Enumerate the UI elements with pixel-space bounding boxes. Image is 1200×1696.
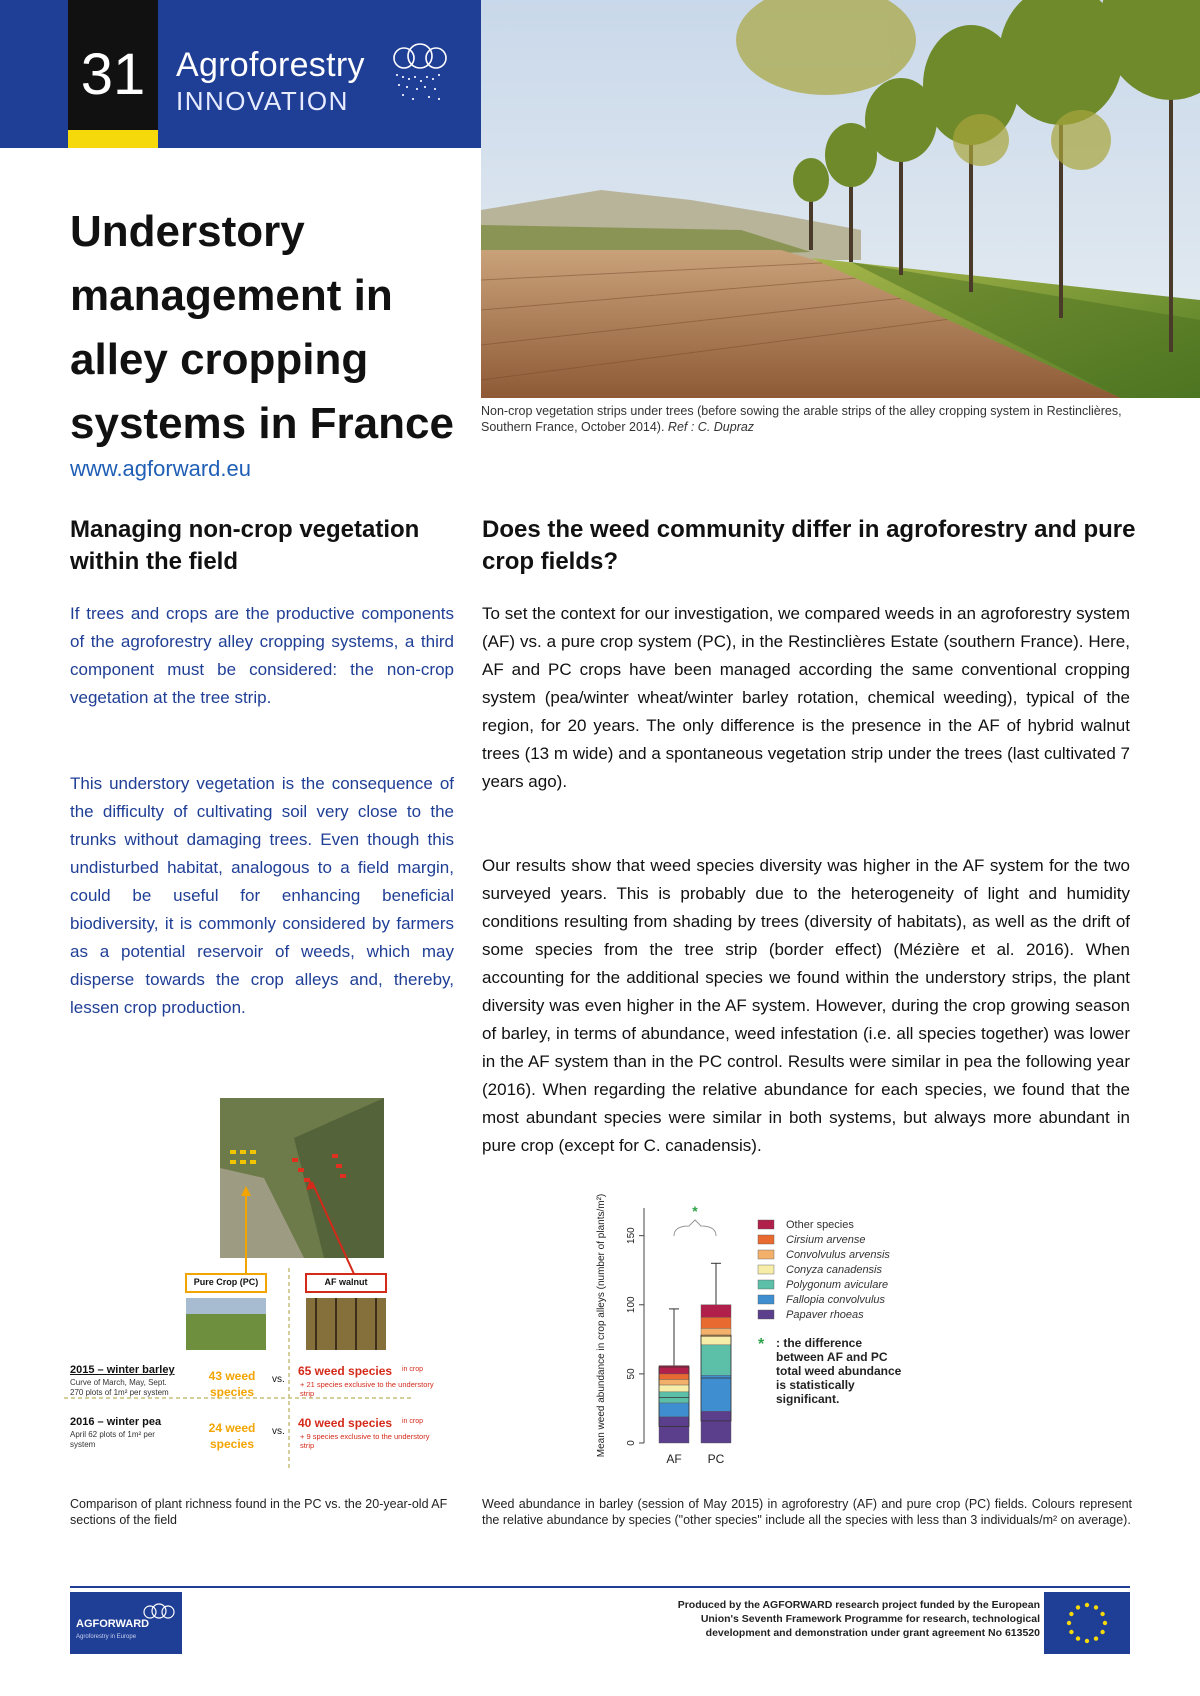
eu-star (1085, 1639, 1089, 1643)
left-figure-caption: Comparison of plant richness found in the PC vs. the 20-year-old AF sections of the field (70, 1497, 448, 1527)
eu-star (1069, 1612, 1073, 1616)
row1-pc-species: 43 weed species (208, 1369, 256, 1399)
chart-legend-label: Polygonum aviculare (786, 1279, 889, 1291)
chart-significance-star: * (692, 1203, 698, 1219)
chart-significance-note (776, 1336, 902, 1406)
row1-vs: vs. (272, 1374, 285, 1385)
chart-legend-label: Conyza canadensis (786, 1264, 883, 1276)
row2-pc-species: 24 weed species (208, 1421, 256, 1451)
eu-star (1103, 1621, 1107, 1625)
chart-legend-label: Fallopia convolvulus (786, 1294, 886, 1306)
eu-star (1076, 1636, 1080, 1640)
chart-legend-label: Cirsium arvense (786, 1234, 866, 1246)
chart-legend-swatch (758, 1235, 774, 1244)
chart-bar-segment (701, 1345, 731, 1375)
af-field-label: AF walnut (324, 1277, 368, 1287)
chart-y-tick-label: 50 (626, 1368, 637, 1380)
right-paragraph-2: Our results show that weed species diversity was higher in the AF system for the two surveyed years. This is probably due to the heterogeneity of light and humidity conditions resulting from shading by trees (diversity of habitats), as well as the drift of some species from the tree strip (border effect) (Mézière et al. 2016). When accounting for the additional species we found within the understory strips, the plant diversity was even higher in the AF system. However, during the crop growing season of barley, in terms of abundance, weed infestation (i.e. all species together) was lower in the AF system than in the PC control. Results were similar in pea the following year (2016). When regarding the relative abundance for each species, we found that the most abundant species were similar in both systems, but always more abundant in pure crop (except for C. canadensis). (482, 856, 1130, 1155)
chart-legend-label: Other species (786, 1219, 854, 1231)
right-figure-caption: Weed abundance in barley (session of May 2015) in agroforestry (AF) and pure crop (PC) fields. Colours represent the relative abundance by species ("other species" include all the species with less than 3 individuals/m² on average). (482, 1497, 1132, 1527)
left-paragraph-1: If trees and crops are the productive components of the agroforestry alley cropping systems, a third component must be considered: the non-crop vegetation at the tree strip. (70, 604, 454, 707)
agforward-logo-sub: Agroforestry in Europe (76, 1634, 137, 1640)
left-paragraph-2: This understory vegetation is the consequence of the difficulty of cultivating soil very close to the trunks without damaging trees. Even though this undisturbed habitat, analogous to a field margin, could be useful for enhancing beneficial biodiversity, it is commonly considered by farmers as a potential reservoir of weeds, which may disperse towards the crop alleys and, thereby, lessen crop production. (70, 774, 454, 1017)
chart-legend-swatch (758, 1295, 774, 1304)
chart-bar-segment (701, 1375, 731, 1411)
chart-legend-swatch (758, 1250, 774, 1259)
row2-vs: vs. (272, 1426, 285, 1437)
chart-bar-segment (701, 1411, 731, 1443)
agforward-tree-icon (142, 1602, 176, 1632)
chart-legend-swatch (758, 1265, 774, 1274)
footer-rule (70, 1586, 1130, 1588)
row2-af-note: + 9 species exclusive to the understory strip (300, 1432, 430, 1450)
chart-bar-segment (659, 1379, 689, 1385)
weed-abundance-chart (596, 1193, 1126, 1488)
plant-richness-figure (64, 1098, 454, 1478)
chart-bar-segment (659, 1417, 689, 1443)
eu-star (1094, 1636, 1098, 1640)
eu-flag-icon (1044, 1592, 1130, 1654)
af-walnut-field-photo (306, 1298, 386, 1350)
eu-star (1067, 1621, 1071, 1625)
chart-y-tick-label: 0 (626, 1440, 637, 1446)
pc-field-label: Pure Crop (PC) (193, 1277, 259, 1287)
right-paragraph-1: To set the context for our investigation, we compared weeds in an agroforestry system (AF) vs. a pure crop system (PC), in the Restinclières Estate (southern France). Here, AF and PC crops have been managed according the same conventional cropping system (pea/winter wheat/winter barley rotation, chemical weeding), typical of the region, for 20 years. The only difference is the presence in the AF of hybrid walnut trees (13 m wide) and a spontaneous vegetation strip under the trees (last cultivated 7 years ago). (482, 604, 1130, 791)
chart-y-tick-label: 150 (626, 1227, 637, 1244)
agforward-logo-text: AGFORWARD (76, 1618, 150, 1630)
issue-number: 31 (68, 0, 158, 130)
row1-af-note: + 21 species exclusive to the understory strip (300, 1380, 434, 1398)
row2-detail: April 62 plots of 1m² per system (70, 1430, 155, 1449)
photo-caption (481, 403, 1131, 435)
eu-star (1100, 1630, 1104, 1634)
row1-af-species: 65 weed species (298, 1364, 393, 1378)
agforward-logo (70, 1592, 182, 1654)
eu-star (1069, 1630, 1073, 1634)
chart-y-tick-label: 100 (626, 1296, 637, 1314)
chart-legend-swatch (758, 1310, 774, 1319)
row2-af-in-crop: in crop (402, 1418, 424, 1425)
eu-star (1094, 1605, 1098, 1609)
chart-legend-label: Convolvulus arvensis (786, 1249, 890, 1261)
row1-title: 2015 – winter barley (70, 1364, 175, 1376)
eu-star (1076, 1605, 1080, 1609)
chart-legend-label: Papaver rhoeas (786, 1309, 864, 1321)
photo-caption-text: Non-crop vegetation strips under trees (before sowing the arable strips of the alley cropping system in Restinclières, Southern France, October 2014). (481, 404, 1122, 434)
chart-bar-segment (659, 1403, 689, 1417)
chart-significance-note-line: significant. (776, 1392, 840, 1406)
eu-star (1085, 1603, 1089, 1607)
alley-cropping-photo (481, 0, 1200, 398)
chart-bar-segment (659, 1374, 689, 1380)
chart-category-label: AF (666, 1452, 682, 1466)
row1-detail: Curve of March, May, Sept. 270 plots of 1m² per system (70, 1378, 169, 1397)
series-subtitle: INNOVATION (176, 86, 349, 116)
row2-af-species: 40 weed species (298, 1416, 393, 1430)
photo-caption-ref: Ref : C. Dupraz (667, 420, 755, 434)
chart-legend-swatch (758, 1280, 774, 1289)
chart-significance-brace (674, 1220, 716, 1236)
agroforestry-tree-logo-icon (388, 40, 450, 110)
chart-bar-segment (701, 1305, 731, 1317)
website-link[interactable]: www.agforward.eu (70, 456, 251, 481)
chart-bar-segment (701, 1317, 731, 1328)
funding-statement: Produced by the AGFORWARD research project funded by the European Union's Seventh Framework Programme for research, technological development and demonstration under grant agreement No 613520 (677, 1599, 1040, 1639)
article-title: Understory management in alley cropping systems in France (70, 207, 454, 448)
chart-legend-swatch (758, 1220, 774, 1229)
series-title: Agroforestry (176, 46, 365, 84)
row2-title: 2016 – winter pea (70, 1416, 162, 1428)
chart-bar-segment (659, 1385, 689, 1392)
chart-y-axis-label: Mean weed abundance in crop alleys (number of plants/m²) (596, 1193, 607, 1458)
row1-af-in-crop: in crop (402, 1366, 424, 1373)
chart-significance-note-line: : the difference (776, 1336, 863, 1350)
chart-category-label: PC (707, 1452, 725, 1466)
chart-note-star: * (758, 1336, 765, 1353)
right-section-heading: Does the weed community differ in agroforestry and pure crop fields? (482, 516, 1136, 575)
chart-bar-segment (701, 1337, 731, 1345)
chart-significance-note-line: total weed abundance (776, 1364, 902, 1378)
left-section-heading: Managing non-crop vegetation within the field (70, 516, 420, 575)
chart-significance-note-line: is statistically (776, 1378, 855, 1392)
issue-accent-bar (68, 130, 158, 148)
eu-star (1100, 1612, 1104, 1616)
chart-significance-note-line: between AF and PC (776, 1350, 888, 1364)
